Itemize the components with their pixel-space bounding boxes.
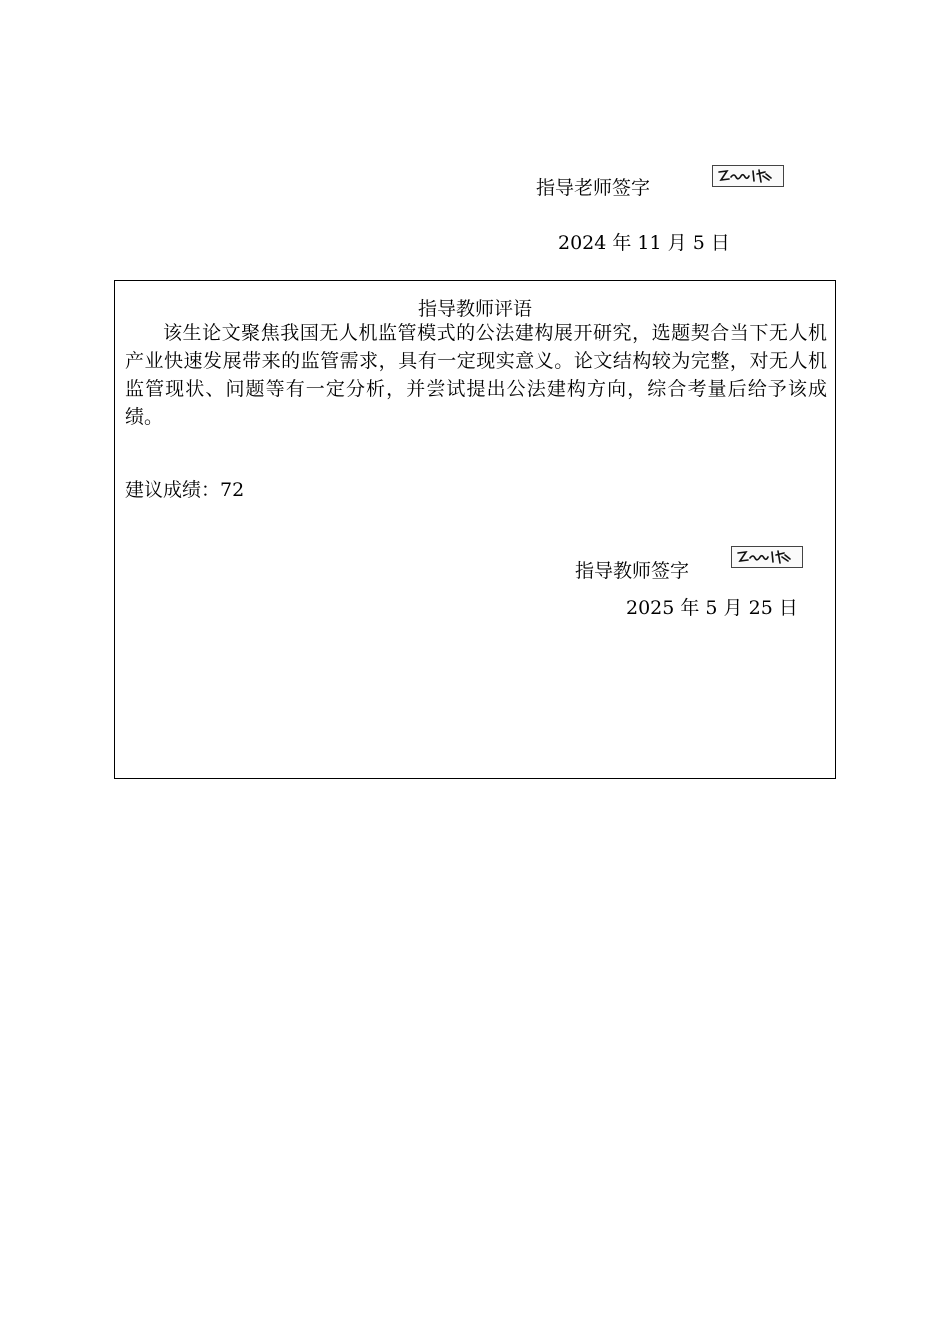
review-date: 2025 年 5 月 25 日 bbox=[626, 597, 798, 619]
review-title: 指导教师评语 bbox=[417, 298, 532, 320]
suggested-grade: 建议成绩：72 bbox=[125, 479, 245, 501]
review-signature-label: 指导教师签字 bbox=[575, 560, 690, 582]
review-box bbox=[114, 280, 836, 779]
top-date: 2024 年 11 月 5 日 bbox=[558, 232, 730, 254]
review-paragraph: 该生论文聚焦我国无人机监管模式的公法建构展开研究，选题契合当下无人机产业快速发展带来的监管需求，具有一定现实意义。论文结构较为完整，对无人机监管现状、问题等有一定分析，并尝试提出公法建构方向，综合考量后给予该成绩。 bbox=[125, 322, 827, 428]
top-signature-image bbox=[712, 165, 784, 187]
top-signature-label: 指导老师签字 bbox=[536, 177, 651, 199]
review-signature-image bbox=[731, 546, 803, 568]
